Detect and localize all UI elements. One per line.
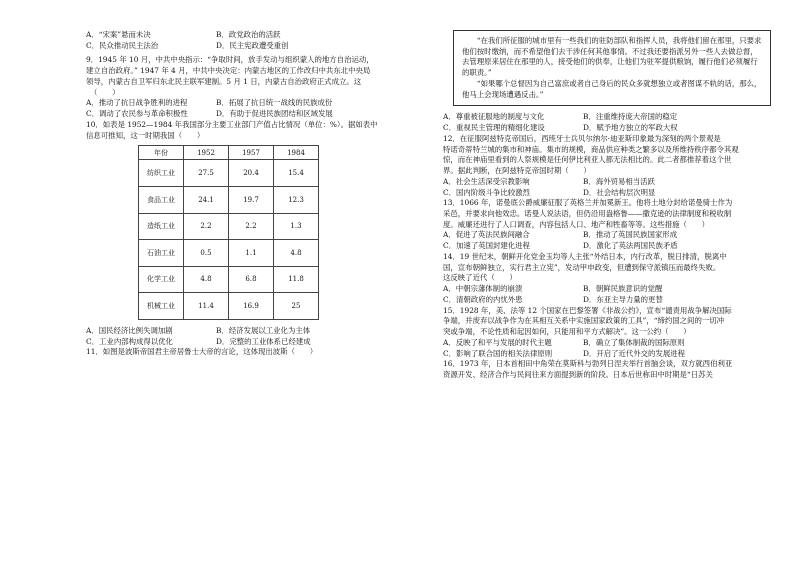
q11-option-c: C．重视民主管理的精细化建设	[443, 123, 545, 133]
q9-line: 领导，内蒙古自卫军归东北民主联军建制。5 月 1 日，内蒙古自治政府正式成立。这	[86, 76, 362, 86]
table-row	[139, 240, 319, 267]
table-cell: 1.1	[229, 240, 274, 267]
q12-options	[443, 177, 763, 198]
table-cell: 纺织工业	[139, 160, 184, 187]
q12-option-c: C．国内阶级斗争比较激烈	[443, 187, 530, 197]
table-header-cell: 1984	[274, 146, 319, 160]
q13-option-c: C．加速了英国封建化进程	[443, 241, 530, 251]
cyrus-quote-box	[453, 30, 771, 106]
table-cell: 24.1	[184, 186, 229, 213]
q14-option-c: C．清朝政府的内忧外患	[443, 294, 523, 304]
q13-line: 度。威廉还进行了人口调查，内容包括人口、地产和牲畜等等。这些措施（ ）	[443, 219, 710, 229]
table-cell: 石油工业	[139, 240, 184, 267]
table-cell: 15.4	[274, 160, 319, 187]
question-15	[443, 306, 763, 338]
q12-line: 惊，而在神庙里看到的人祭规模是任何伊比利亚人都无法相比的。此二者都推荐着这个世	[443, 155, 732, 165]
q11-option-b: B．注重维持庞大帝国的稳定	[583, 112, 678, 122]
table-cell: 16.9	[229, 293, 274, 320]
table-header-cell: 1957	[229, 146, 274, 160]
table-row	[139, 293, 319, 320]
table-cell: 2.2	[184, 213, 229, 240]
table-header-cell: 年份	[139, 146, 184, 160]
q12-line: 12．在征服阿兹特克帝国后，西班牙士兵贝尔纳尔·迪亚斯印象最为深刻的两个景观是	[443, 133, 721, 143]
question-16	[443, 359, 763, 380]
q8-options	[86, 30, 386, 51]
q11-option-d: D．赋予地方独立的军政大权	[583, 123, 678, 133]
q15-option-d: D．开启了近代外交的发展进程	[583, 348, 686, 358]
q10-option-c: C．工业内部构成得以优化	[86, 336, 173, 346]
q8-option-d: D．民主宪政遭受重创	[216, 40, 289, 50]
table-cell: 25	[274, 293, 319, 320]
table-header-cell: 1952	[184, 146, 229, 160]
q13-option-d: D．激化了英法两国民族矛盾	[583, 241, 678, 251]
q10-option-b: B．经济发展以工业化为主体	[216, 325, 311, 335]
industry-output-table	[138, 145, 319, 320]
q15-option-a: A．反映了和平与发展的时代主题	[443, 337, 552, 347]
table-cell: 造纸工业	[139, 213, 184, 240]
q14-option-a: A．中朝宗藩体制的崩溃	[443, 284, 523, 294]
quote-paragraph: “如果哪个总督因为自己富庶或者自己身后的民众多就想独立或者图谋不轨的话，那么，他马上会现场遭遇反击。”	[462, 78, 762, 99]
q14-line: 14．19 世纪末，朝鲜开化党金玉均等人主张“外结日本，内行改革，脱日排清，脱离中	[443, 251, 727, 261]
table-header-row	[139, 146, 319, 160]
q11-option-a: A．尊重被征服地的制度与文化	[443, 112, 545, 122]
table-row	[139, 186, 319, 213]
q9-line: 建立自治政府。” 1947 年 4 月，中共中央决定：内蒙古地区的工作改归中共东北中央局	[86, 66, 371, 76]
q13-line: 13．1066 年，诺曼底公爵威廉征服了英格兰并加冕新王。他将土地分封给诺曼骑士作为	[443, 198, 733, 208]
table-cell: 0.5	[184, 240, 229, 267]
table-row	[139, 266, 319, 293]
right-column	[443, 30, 763, 381]
q16-line: 资源开发、经济合作与民间往来方面提到新的阶段。日本后世称田中时期是“日苏关	[443, 370, 713, 380]
q13-line: 采邑，并要求向他效忠。诺曼人说法语，但仍沿用盎格鲁——撒克逊的法律制度和税收制	[443, 209, 732, 219]
q12-line: 界。据此判断，在阿兹特克帝国时期（ ）	[443, 166, 591, 176]
q10-line: 信息可推知，这一时期我国（ ）	[86, 130, 205, 140]
left-column	[86, 30, 386, 358]
q10-line: 10．如表是 1952—1984 年我国部分主要工业部门产值占比情况（单位：%）。据如表中	[86, 119, 378, 129]
table-cell: 4.8	[274, 240, 319, 267]
question-9	[86, 55, 386, 98]
table-cell: 1.3	[274, 213, 319, 240]
table-cell: 27.5	[184, 160, 229, 187]
q14-options	[443, 284, 763, 305]
q12-option-a: A．社会生活深受宗教影响	[443, 176, 530, 186]
table-cell: 6.8	[229, 266, 274, 293]
table-cell: 20.4	[229, 160, 274, 187]
table-cell: 化学工业	[139, 266, 184, 293]
q10-option-a: A．国民经济比例失调加剧	[86, 325, 173, 335]
q8-option-c: C．民众推动民主法治	[86, 40, 159, 50]
table-cell: 食品工业	[139, 186, 184, 213]
q9-option-c: C．调动了农民参与革命积极性	[86, 109, 188, 119]
question-12	[443, 134, 763, 177]
table-cell: 机械工业	[139, 293, 184, 320]
table-cell: 11.8	[274, 266, 319, 293]
q14-line: 国，宣布朝鲜独立，实行君主立宪”，发动甲申政变，但遭到保守派镇压而最终失败。	[443, 262, 721, 272]
q15-line: 争端，并废弃以战争作为在其相互关系中实施国家政策的工具”，“缔约国之间的一切冲	[443, 316, 725, 326]
q14-line: 这反映了近代（ ）	[443, 273, 517, 283]
q15-option-c: C．影响了联合国的相关法律原则	[443, 348, 553, 358]
q11-options	[443, 112, 763, 133]
question-14	[443, 252, 763, 284]
q13-options	[443, 230, 763, 251]
q10-option-d: D．完整的工业体系已经建成	[216, 336, 311, 346]
table-row	[139, 213, 319, 240]
q9-option-a: A．推动了抗日战争胜利的进程	[86, 98, 188, 108]
table-cell: 19.7	[229, 186, 274, 213]
q14-option-d: D．东亚主导力量的更替	[583, 294, 663, 304]
quote-paragraph: “在我们所征服的城市里有一些我们的驻防部队和指挥人员，我将他们留在那里，只要求他们按时缴纳，而不希望他们去干涉任何其他事情。不过我还要指派另外一些人去做总督，去管理原来居住在那里的人，接受他们的供奉，让他们为驻军提供粮饷，履行他们必须履行的职责。”	[462, 36, 762, 78]
q16-line: 16．1973 年，日本首相田中角荣在莫斯科与勃列日涅夫举行首脑会谈，双方就西伯利亚	[443, 359, 733, 369]
q13-option-b: B．推动了英国民族国家形成	[583, 230, 678, 240]
table-cell: 4.8	[184, 266, 229, 293]
q14-option-b: B．朝鲜民族意识的觉醒	[583, 284, 663, 294]
q15-options	[443, 338, 763, 359]
table-cell: 11.4	[184, 293, 229, 320]
q12-line: 特诺奇蒂特兰城的集市和神庙。集市的规模，商品供应种类之繁多以及所维持秩序都令其观	[443, 144, 739, 154]
q12-option-b: B．海外贸易相当活跃	[583, 176, 655, 186]
q15-option-b: B．确立了集体制裁的国际原则	[583, 337, 685, 347]
table-cell: 12.3	[274, 186, 319, 213]
q9-option-b: B．拓展了抗日统一战线的民族成份	[216, 98, 333, 108]
question-13	[443, 198, 763, 230]
table-row	[139, 160, 319, 187]
q12-option-d: D．社会结构层次明显	[583, 187, 656, 197]
question-10	[86, 120, 386, 141]
q9-options	[86, 98, 386, 119]
q10-options	[86, 326, 386, 347]
q13-option-a: A．促进了英法民族间融合	[443, 230, 530, 240]
q15-line: 突或争端，不论性质和起因如何，只能用和平方式解决”。这一公约（ ）	[443, 327, 691, 337]
q9-line: （ ）	[90, 87, 120, 97]
q15-line: 15．1928 年，美、法等 12 个国家在巴黎签署《非战公约》，宣布“谴责用战争解决国际	[443, 305, 732, 315]
q8-option-b: B．政党政治的活跃	[216, 30, 281, 39]
table-cell: 2.2	[229, 213, 274, 240]
q9-option-d: D．有助于促进民族团结和区域发展	[216, 109, 333, 119]
q8-option-a: A．“宋案”悬而未决	[86, 30, 151, 39]
q11-line: 11．如图是波斯帝国君主帝居鲁士大帝的言论，这体现出波斯（ ）	[86, 347, 318, 357]
q9-line: 9．1945 年 10 月，中共中央指示：“争取时间，放手发动与组织蒙人的地方自治运动，	[86, 55, 374, 65]
